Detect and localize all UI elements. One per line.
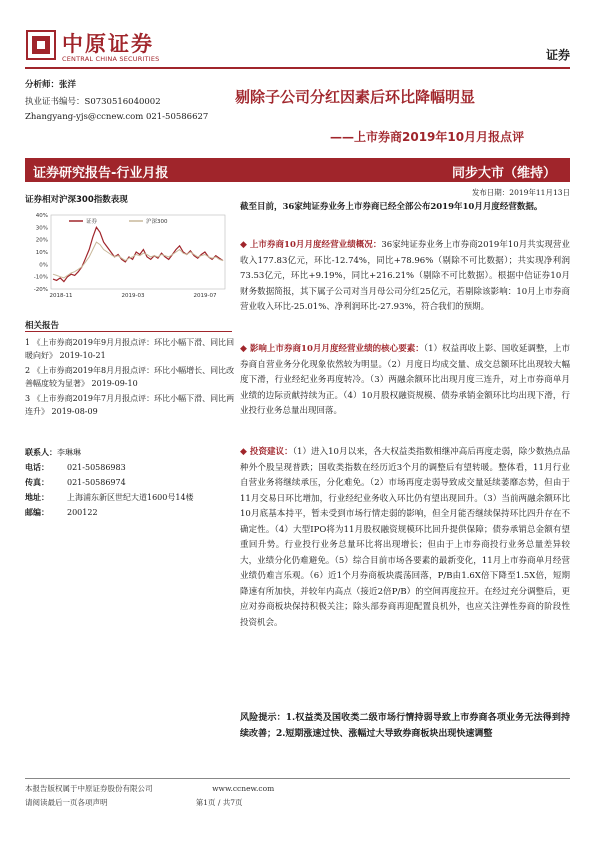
report-rating: 同步大市（维持） — [451, 166, 556, 181]
section-advice — [240, 445, 570, 631]
related-divider — [25, 331, 232, 332]
report-title: 剔除子公司分红因素后环比降幅明显 — [235, 88, 476, 106]
section-factors-heading: 影响上市券商10月月度经营业绩的核心要素： — [249, 344, 424, 354]
publish-date: 发布日期：2019年11月13日 — [471, 188, 570, 197]
contact-person-value: 李琳琳 — [57, 448, 81, 457]
contact-phone — [25, 462, 126, 473]
intro-paragraph: 截至目前，36家纯证券业务上市券商已经全部公布2019年10月月度经营数据。 — [240, 202, 543, 212]
chart-y-tick-label: 30% — [35, 225, 48, 232]
chart-legend-label: 沪深300 — [146, 219, 168, 225]
chart-x-tick-label: 2018-11 — [49, 293, 73, 299]
brand-name-cn: 中原证券 — [62, 32, 154, 56]
chart-title: 证券相对沪深300指数表现 — [25, 195, 128, 205]
contact-person-label: 联系人： — [25, 448, 57, 457]
risk-warning: 风险提示：1.权益类及国收类二级市场行情持弱导致上市券商各项业务无法得到持续改善；2.短期涨速过快、涨幅过大导致券商板块出现快速调整 — [240, 713, 570, 739]
header-sector-label: 证券 — [545, 48, 570, 62]
contact-postcode — [25, 507, 98, 518]
related-report-2[interactable]: 2 《上市券商2019年8月月报点评：环比小幅增长、同比改善幅度较为显著》 2019-09-10 — [25, 366, 235, 388]
report-category: 证券研究报告-行业月报 — [33, 166, 169, 181]
chart-plot-frame — [51, 215, 225, 289]
contact-phone-value: 021-50586983 — [67, 463, 126, 472]
chart-series-line-hs300 — [53, 242, 223, 278]
contact-address — [25, 492, 194, 503]
brand-name-en: CENTRAL CHINA SECURITIES — [62, 55, 160, 63]
related-reports-title: 相关报告 — [25, 321, 60, 331]
contact-phone-label: 电话： — [25, 463, 49, 472]
analyst-contact: Zhangyang-yjs@ccnew.com 021-50586627 — [25, 112, 209, 122]
section-overview-heading: 上市券商10月月度经营业绩概况： — [249, 240, 382, 250]
section-advice-text: （1）进入10月以来，各大权益类指数相继冲高后再度走弱，除少数热点品种外个股呈现普跌；国收类指数在经历近3个月的调整后有望转暖。整体看，11月行业自营业务将继续承压，分化难免。（2）市场再度走弱导致成交量延续萎靡态势，但由于11月交易日环比增加，行业经纪业务收入环比仍有望出现回升。（3）当前两融余额环比10月底基本持平，暂未受到市场行情走弱的影响，但全月能否继续保持环比四升存在不确定性。（4）大型IPO将为11月股权融资规模环比回升提供保障；债券承销总金额有望重回升势。行业投行业务总量环比将出现增长；但由于上市券商投行业务总量差异较大，业绩分化仍难避免。（5）综合目前市场各要素的最新变化，11月上市券商单月经营业绩仍难言乐观。（6）近1个月券商板块震荡回落，P/B由1.6X倍下降至1.5X倍，短期降速有所加快，并较年内高点（接近2倍P/B）的空间再度拉开。在经过充分调整后，更应对券商板块保持积极关注；除头部券商再迎配置良机外，也应关注弹性券商的阶段性投资机会。 — [240, 447, 570, 628]
section-advice-heading: 投资建议： — [249, 447, 293, 457]
contact-postcode-value: 200122 — [67, 508, 98, 517]
performance-chart-svg — [25, 207, 230, 307]
chart-y-tick-label: 0% — [39, 262, 48, 269]
chart-x-tick-label: 2019-03 — [121, 293, 145, 299]
chart-legend-label: 证券 — [86, 219, 98, 225]
section-factors — [240, 342, 570, 420]
contact-address-value: 上海浦东新区世纪大道1600号14楼 — [67, 493, 194, 502]
contact-fax-label: 传真： — [25, 478, 49, 487]
company-logo-icon — [26, 30, 56, 60]
chart-series-line-securities — [53, 227, 223, 281]
performance-chart — [25, 207, 230, 307]
contact-person — [25, 447, 81, 458]
bullet-icon: ◆ — [240, 447, 250, 457]
contact-address-label: 地址： — [25, 493, 49, 502]
analyst-name: 分析师：张洋 — [25, 80, 77, 90]
related-report-1[interactable]: 1 《上市券商2019年9月月报点评：环比小幅下滑、同比回暖向好》 2019-10-21 — [25, 338, 235, 360]
bullet-icon: ◆ — [240, 240, 250, 250]
footer-copyright: 本报告版权属于中原证券股份有限公司 www.ccnew.com — [25, 784, 275, 793]
footer-divider — [25, 778, 570, 779]
report-subtitle: ——上市券商2019年10月月报点评 — [330, 130, 525, 144]
analyst-cert: 执业证书编号：S0730516040002 — [25, 97, 161, 107]
chart-y-tick-label: -20% — [33, 287, 48, 293]
chart-x-tick-label: 2019-07 — [193, 293, 217, 299]
section-overview — [240, 238, 570, 316]
chart-y-tick-label: 20% — [35, 237, 48, 244]
bullet-icon: ◆ — [240, 344, 250, 354]
chart-y-tick-label: -10% — [33, 274, 48, 281]
contact-postcode-label: 邮编： — [25, 508, 49, 517]
section-factors-text: （1）权益再收上影、国收延调整，上市券商自营业务分化现象依然较为明显。（2）月度日均成交量、成交总额环比出现较大幅度下滑，行业经纪业务再度转冷。（3）两融余额环比出现月度三连升，对上市券商单月业绩的边际贡献持续为正。（4）10月股权融资规模、债券承销金额环比均出现下滑，行业投行业务总量出现回落。 — [240, 344, 570, 416]
footer-page-info: 请阅读最后一页各项声明 第1页 / 共7页 — [25, 798, 243, 807]
contact-fax-value: 021-50586974 — [67, 478, 126, 487]
contact-fax — [25, 477, 126, 488]
header-divider — [25, 67, 570, 69]
chart-y-tick-label: 40% — [35, 213, 48, 219]
chart-y-tick-label: 10% — [35, 250, 48, 256]
section-overview-text: 36家纯证券业务上市券商2019年10月共实现营业收入177.83亿元，环比-12.74%，同比+78.96%（剔除不可比数据）；共实现净利润73.53亿元，环比+9.19%，同比+216.21%（剔除不可比数据）。根据中信证券10月财务数据简报，其下属子公司对当月母公司分红25亿元，若剔除该影响：10月上市券商营业收入环比-25.01%、净利润环比-27.93%，符合我们的预期。 — [240, 240, 570, 312]
related-report-3[interactable]: 3 《上市券商2019年7月月报点评：环比小幅下滑、同比两连升》 2019-08-09 — [25, 394, 235, 416]
report-category-band — [25, 158, 570, 182]
